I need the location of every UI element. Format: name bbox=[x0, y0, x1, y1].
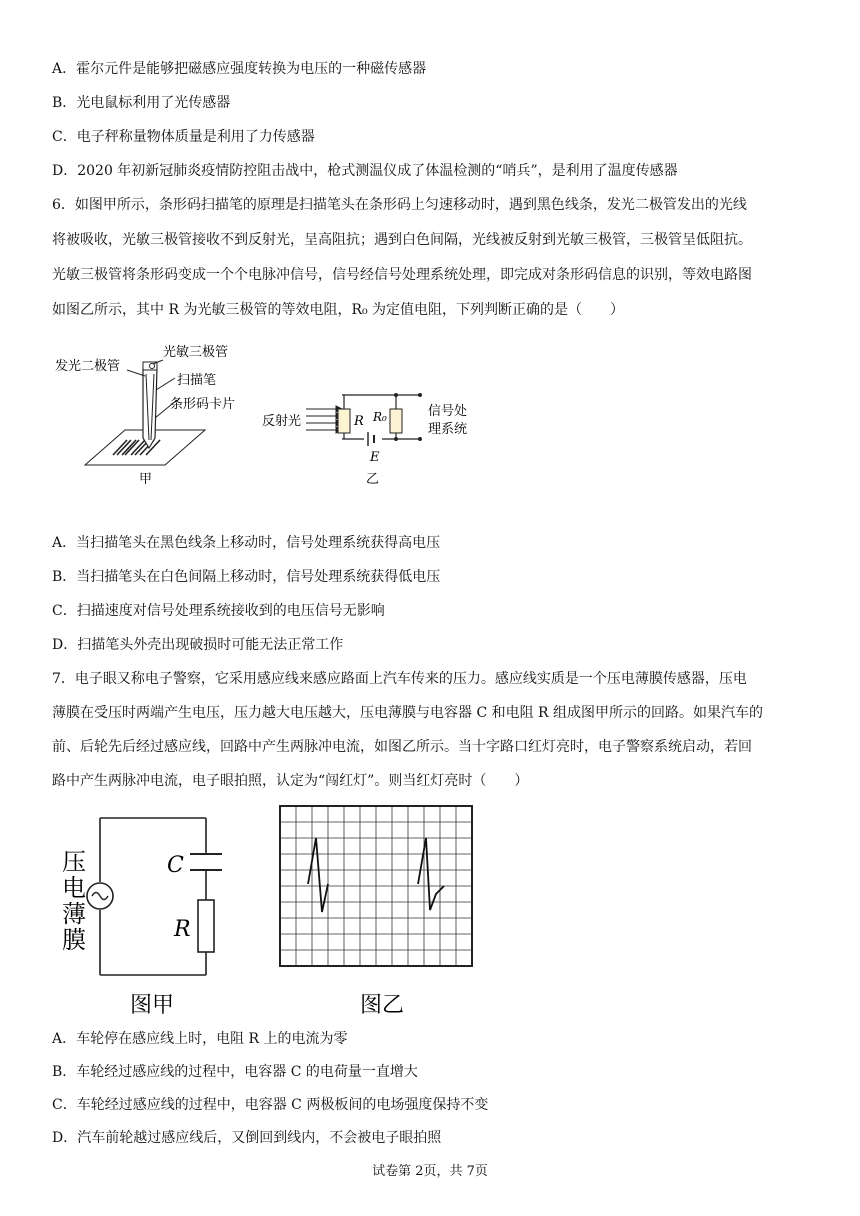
q7-option-d: D．汽车前轮越过感应线后，又倒回到线内，不会被电子眼拍照 bbox=[52, 1130, 442, 1146]
q7-option-a: A．车轮停在感应线上时，电阻 R 上的电流为零 bbox=[52, 1031, 348, 1047]
q6-stem-line-4: 如图乙所示，其中 R 为光敏三极管的等效电阻，R₀ 为定值电阻，下列判断正确的是（ ） bbox=[52, 302, 625, 318]
label-piezo-1: 压 bbox=[62, 848, 86, 876]
q7-stem-line-2: 薄膜在受压时两端产生电压，压力越大电压越大，压电薄膜与电容器 C 和电阻 R 组成图甲所示的回路。如果汽车的 bbox=[52, 705, 764, 721]
oscilloscope-figure bbox=[278, 804, 478, 1020]
q7-stem-line-3: 前、后轮先后经过感应线，回路中产生两脉冲电流，如图乙所示。当十字路口红灯亮时，电子警察系统启动，若回 bbox=[52, 739, 752, 755]
node-bottom bbox=[394, 437, 398, 441]
page-footer: 试卷第 2页，共 7页 bbox=[372, 1164, 488, 1179]
q6-option-b: B．当扫描笔头在白色间隔上移动时，信号处理系统获得低电压 bbox=[52, 569, 441, 585]
piezo-circuit-wires bbox=[100, 818, 206, 975]
resistor-r0 bbox=[390, 409, 402, 433]
q6-option-c: C．扫描速度对信号处理系统接收到的电压信号无影响 bbox=[52, 603, 385, 619]
label-phototransistor: 光敏三极管 bbox=[163, 345, 229, 360]
leader-led bbox=[127, 370, 145, 376]
q6-stem-line-1: 6．如图甲所示，条形码扫描笔的原理是扫描笔头在条形码上匀速移动时，遇到黑色线条，发光二极管发出的光线 bbox=[52, 197, 747, 213]
resistor-r bbox=[338, 409, 350, 433]
label-tu-jia: 图甲 bbox=[130, 993, 175, 1018]
q6-stem-line-3: 光敏三极管将条形码变成一个个电脉冲信号，信号经信号处理系统处理，即完成对条形码信息的识别，等效电路图 bbox=[52, 267, 752, 283]
label-r-q7: R bbox=[174, 917, 191, 942]
q6-stem-line-2: 将被吸收，光敏三极管接收不到反射光，呈高阻抗；遇到白色间隔，光线被反射到光敏三极管，三极管呈低阻抗。 bbox=[52, 232, 752, 248]
q5-option-b: B．光电鼠标利用了光传感器 bbox=[52, 95, 231, 111]
phototransistor-dot bbox=[150, 364, 155, 369]
q7-option-c: C．车轮经过感应线的过程中，电容器 C 两极板间的电场强度保持不变 bbox=[52, 1097, 489, 1113]
label-card: 条形码卡片 bbox=[170, 397, 236, 412]
q7-stem-line-4: 路中产生两脉冲电流，电子眼拍照，认定为“闯红灯”。则当红灯亮时（ ） bbox=[52, 773, 529, 789]
label-piezo-4: 膜 bbox=[62, 926, 86, 954]
label-piezo-2: 电 bbox=[62, 874, 86, 902]
label-signal-2: 理系统 bbox=[428, 422, 468, 437]
circuit-figure-yi bbox=[258, 385, 488, 490]
reflect-arrows bbox=[306, 406, 342, 433]
q7-stem-line-1: 7．电子眼又称电子警察，它采用感应线来感应路面上汽车传来的压力。感应线实质是一个压电薄膜传感器，压电 bbox=[52, 671, 747, 687]
q6-option-d: D．扫描笔头外壳出现破损时可能无法正常工作 bbox=[52, 637, 344, 653]
q5-option-c: C．电子秤称量物体质量是利用了力传感器 bbox=[52, 129, 315, 145]
label-jia: 甲 bbox=[139, 472, 153, 487]
resistor-r-q7 bbox=[198, 900, 214, 952]
piezo-circuit-figure bbox=[56, 810, 236, 1020]
q6-option-a: A．当扫描笔头在黑色线条上移动时，信号处理系统获得高电压 bbox=[52, 535, 441, 551]
label-reflect: 反射光 bbox=[262, 414, 302, 429]
terminal-bottom bbox=[418, 437, 422, 441]
label-r0: R₀ bbox=[373, 410, 387, 424]
leader-pen bbox=[156, 378, 175, 390]
label-r: R bbox=[354, 414, 364, 429]
label-tu-yi: 图乙 bbox=[360, 993, 405, 1018]
pen-body bbox=[143, 368, 157, 448]
q5-option-a: A．霍尔元件是能够把磁感应强度转换为电压的一种磁传感器 bbox=[52, 61, 427, 77]
label-piezo-3: 薄 bbox=[62, 900, 86, 928]
label-signal-1: 信号处 bbox=[428, 404, 468, 419]
scanner-figure bbox=[55, 340, 236, 490]
terminal-top bbox=[418, 393, 422, 397]
node-top bbox=[394, 393, 398, 397]
q7-option-b: B．车轮经过感应线的过程中，电容器 C 的电荷量一直增大 bbox=[52, 1064, 418, 1080]
label-yi: 乙 bbox=[366, 472, 380, 487]
label-led: 发光二极管 bbox=[55, 359, 121, 374]
label-c-q7: C bbox=[167, 853, 184, 878]
q5-option-d: D．2020 年初新冠肺炎疫情防控阻击战中，枪式测温仪成了体温检测的“哨兵”，是利用了温度传感器 bbox=[52, 163, 678, 179]
label-e: E bbox=[370, 450, 380, 465]
label-pen: 扫描笔 bbox=[177, 373, 217, 388]
